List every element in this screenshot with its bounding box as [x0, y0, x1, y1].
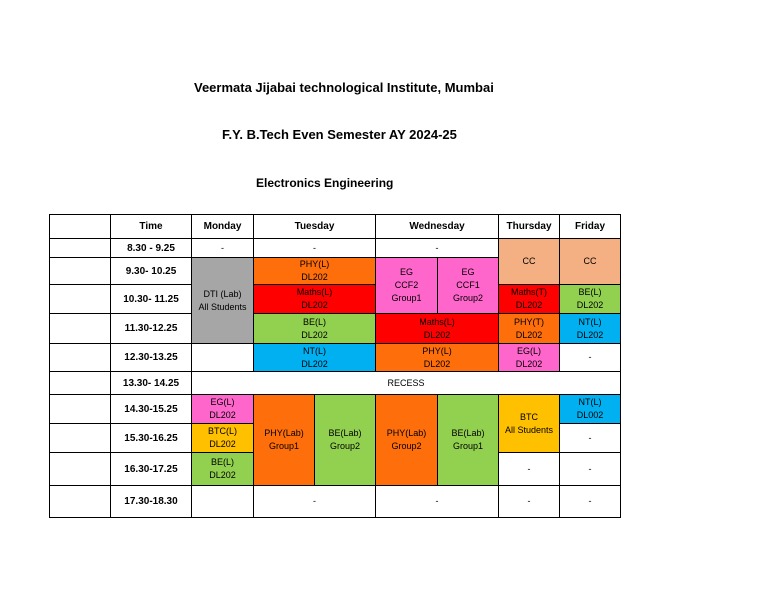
- timetable-cell: [438, 258, 499, 314]
- cell-line: DL202: [301, 329, 328, 340]
- timetable-cell: CC: [499, 239, 560, 285]
- cell-line: DL202: [301, 300, 328, 310]
- cell-line: PHY(Lab): [386, 428, 427, 438]
- timetable-cell: [376, 395, 438, 486]
- cell-line: Group2: [452, 293, 484, 303]
- timetable-cell: [499, 285, 560, 314]
- blank-cell: [50, 486, 111, 518]
- cell-line: NT(L): [578, 397, 602, 407]
- cell-line: All Students: [505, 424, 554, 435]
- blank-cell: [50, 424, 111, 453]
- table-row: [50, 486, 621, 518]
- timetable-cell: -: [254, 486, 376, 518]
- timetable-cell: -: [560, 486, 621, 518]
- cell-line: NT(L): [303, 345, 326, 356]
- table-row: [50, 344, 621, 372]
- blank-cell: [50, 372, 111, 395]
- time-cell: 17.30-18.30: [111, 486, 192, 518]
- cell-line: DL202: [515, 300, 543, 310]
- cell-line: DL202: [209, 470, 236, 480]
- time-cell: 13.30- 14.25: [111, 372, 192, 395]
- cell-line: PHY(L): [422, 345, 452, 356]
- timetable-cell: -: [560, 344, 621, 372]
- cell-line: Maths(L): [419, 316, 455, 327]
- semester-title: F.Y. B.Tech Even Semester AY 2024-25: [222, 127, 457, 142]
- timetable-cell: [376, 258, 438, 314]
- cell-line: BTC: [520, 411, 539, 422]
- cell-line: EG(L): [210, 397, 235, 407]
- timetable-cell: -: [192, 239, 254, 258]
- table-row: [50, 314, 621, 344]
- blank-cell: [50, 314, 111, 344]
- cell-line: DL202: [301, 272, 328, 282]
- timetable-cell: [254, 258, 376, 285]
- blank-cell: [50, 344, 111, 372]
- time-cell: 16.30-17.25: [111, 453, 192, 486]
- cell-line: BE(L): [578, 287, 602, 297]
- cell-line: BE(L): [210, 457, 234, 467]
- cell-line: BTC(L): [208, 426, 237, 436]
- col-monday: Monday: [192, 215, 254, 239]
- timetable-cell: -: [560, 424, 621, 453]
- cell-line: NT(L): [578, 316, 602, 327]
- timetable-cell: [192, 395, 254, 424]
- cell-line: Maths(T): [511, 287, 548, 297]
- timetable-cell: [254, 395, 315, 486]
- timetable-cell: -: [376, 486, 499, 518]
- blank-cell: [50, 395, 111, 424]
- timetable-cell: [560, 285, 621, 314]
- blank-cell: [50, 239, 111, 258]
- time-cell: 15.30-16.25: [111, 424, 192, 453]
- cell-line: Group2: [329, 441, 361, 451]
- table-row: [50, 215, 621, 239]
- col-thursday: Thursday: [499, 215, 560, 239]
- blank-cell: [50, 215, 111, 239]
- timetable-cell: -: [499, 486, 560, 518]
- cell-line: CCF2: [394, 280, 419, 290]
- timetable-cell: [560, 395, 621, 424]
- cell-line: BE(Lab): [328, 428, 362, 438]
- blank-cell: [50, 453, 111, 486]
- cell-line: PHY(L): [299, 259, 330, 269]
- cell-line: Maths(L): [296, 287, 333, 297]
- col-wednesday: Wednesday: [376, 215, 499, 239]
- cell-line: Group1: [268, 441, 300, 451]
- timetable-cell: [192, 486, 254, 518]
- cell-line: All Students: [198, 301, 247, 312]
- cell-line: EG: [399, 267, 413, 277]
- time-cell: 14.30-15.25: [111, 395, 192, 424]
- timetable: [49, 214, 621, 518]
- cell-line: DL202: [209, 439, 236, 449]
- timetable-cell: [376, 344, 499, 372]
- cell-line: PHY(T): [514, 316, 545, 327]
- cell-line: DL202: [576, 300, 604, 310]
- institute-title: Veermata Jijabai technological Institute, Mumbai: [194, 80, 494, 95]
- cell-line: Group1: [452, 441, 484, 451]
- timetable-cell: [376, 314, 499, 344]
- col-tuesday: Tuesday: [254, 215, 376, 239]
- timetable-cell: [438, 395, 499, 486]
- cell-line: Group1: [391, 293, 422, 303]
- time-cell: 11.30-12.25: [111, 314, 192, 344]
- blank-cell: [50, 258, 111, 285]
- cell-line: Group2: [391, 441, 422, 451]
- timetable-cell: [560, 314, 621, 344]
- cell-line: EG: [461, 267, 475, 277]
- timetable-cell: [499, 395, 560, 453]
- timetable-cell: [192, 453, 254, 486]
- cell-line: EG(L): [517, 345, 542, 356]
- timetable-cell: [254, 344, 376, 372]
- cell-line: BE(Lab): [451, 428, 485, 438]
- timetable-cell: [315, 395, 376, 486]
- timetable-cell: CC: [560, 239, 621, 285]
- cell-line: DL202: [515, 329, 543, 340]
- cell-line: PHY(Lab): [264, 428, 304, 438]
- timetable-cell: [192, 344, 254, 372]
- cell-line: DL202: [576, 329, 604, 340]
- cell-line: DL202: [209, 410, 236, 420]
- col-time: Time: [111, 215, 192, 239]
- timetable-cell: -: [254, 239, 376, 258]
- time-cell: 9.30- 10.25: [111, 258, 192, 285]
- cell-line: DL002: [576, 410, 604, 420]
- timetable-cell: [254, 285, 376, 314]
- time-cell: 10.30- 11.25: [111, 285, 192, 314]
- timetable-cell: [499, 314, 560, 344]
- cell-line: DL202: [515, 358, 543, 369]
- table-row: [50, 285, 621, 314]
- time-cell: 12.30-13.25: [111, 344, 192, 372]
- timetable-cell: -: [376, 239, 499, 258]
- cell-line: DL202: [423, 329, 451, 340]
- department-title: Electronics Engineering: [256, 176, 394, 190]
- cell-line: DL202: [423, 358, 451, 369]
- col-friday: Friday: [560, 215, 621, 239]
- timetable-cell: [254, 314, 376, 344]
- table-row: [50, 239, 621, 258]
- table-row: [50, 372, 621, 395]
- table-row: [50, 395, 621, 424]
- cell-line: DL202: [301, 358, 328, 369]
- cell-line: CCF1: [456, 280, 480, 290]
- time-cell: 8.30 - 9.25: [111, 239, 192, 258]
- blank-cell: [50, 285, 111, 314]
- cell-line: DTI (Lab): [203, 288, 242, 299]
- timetable-cell: [192, 258, 254, 344]
- timetable-cell: [192, 424, 254, 453]
- cell-line: BE(L): [302, 316, 326, 327]
- timetable-cell: -: [560, 453, 621, 486]
- timetable-cell: [499, 344, 560, 372]
- recess-cell: RECESS: [192, 372, 621, 395]
- timetable-cell: -: [499, 453, 560, 486]
